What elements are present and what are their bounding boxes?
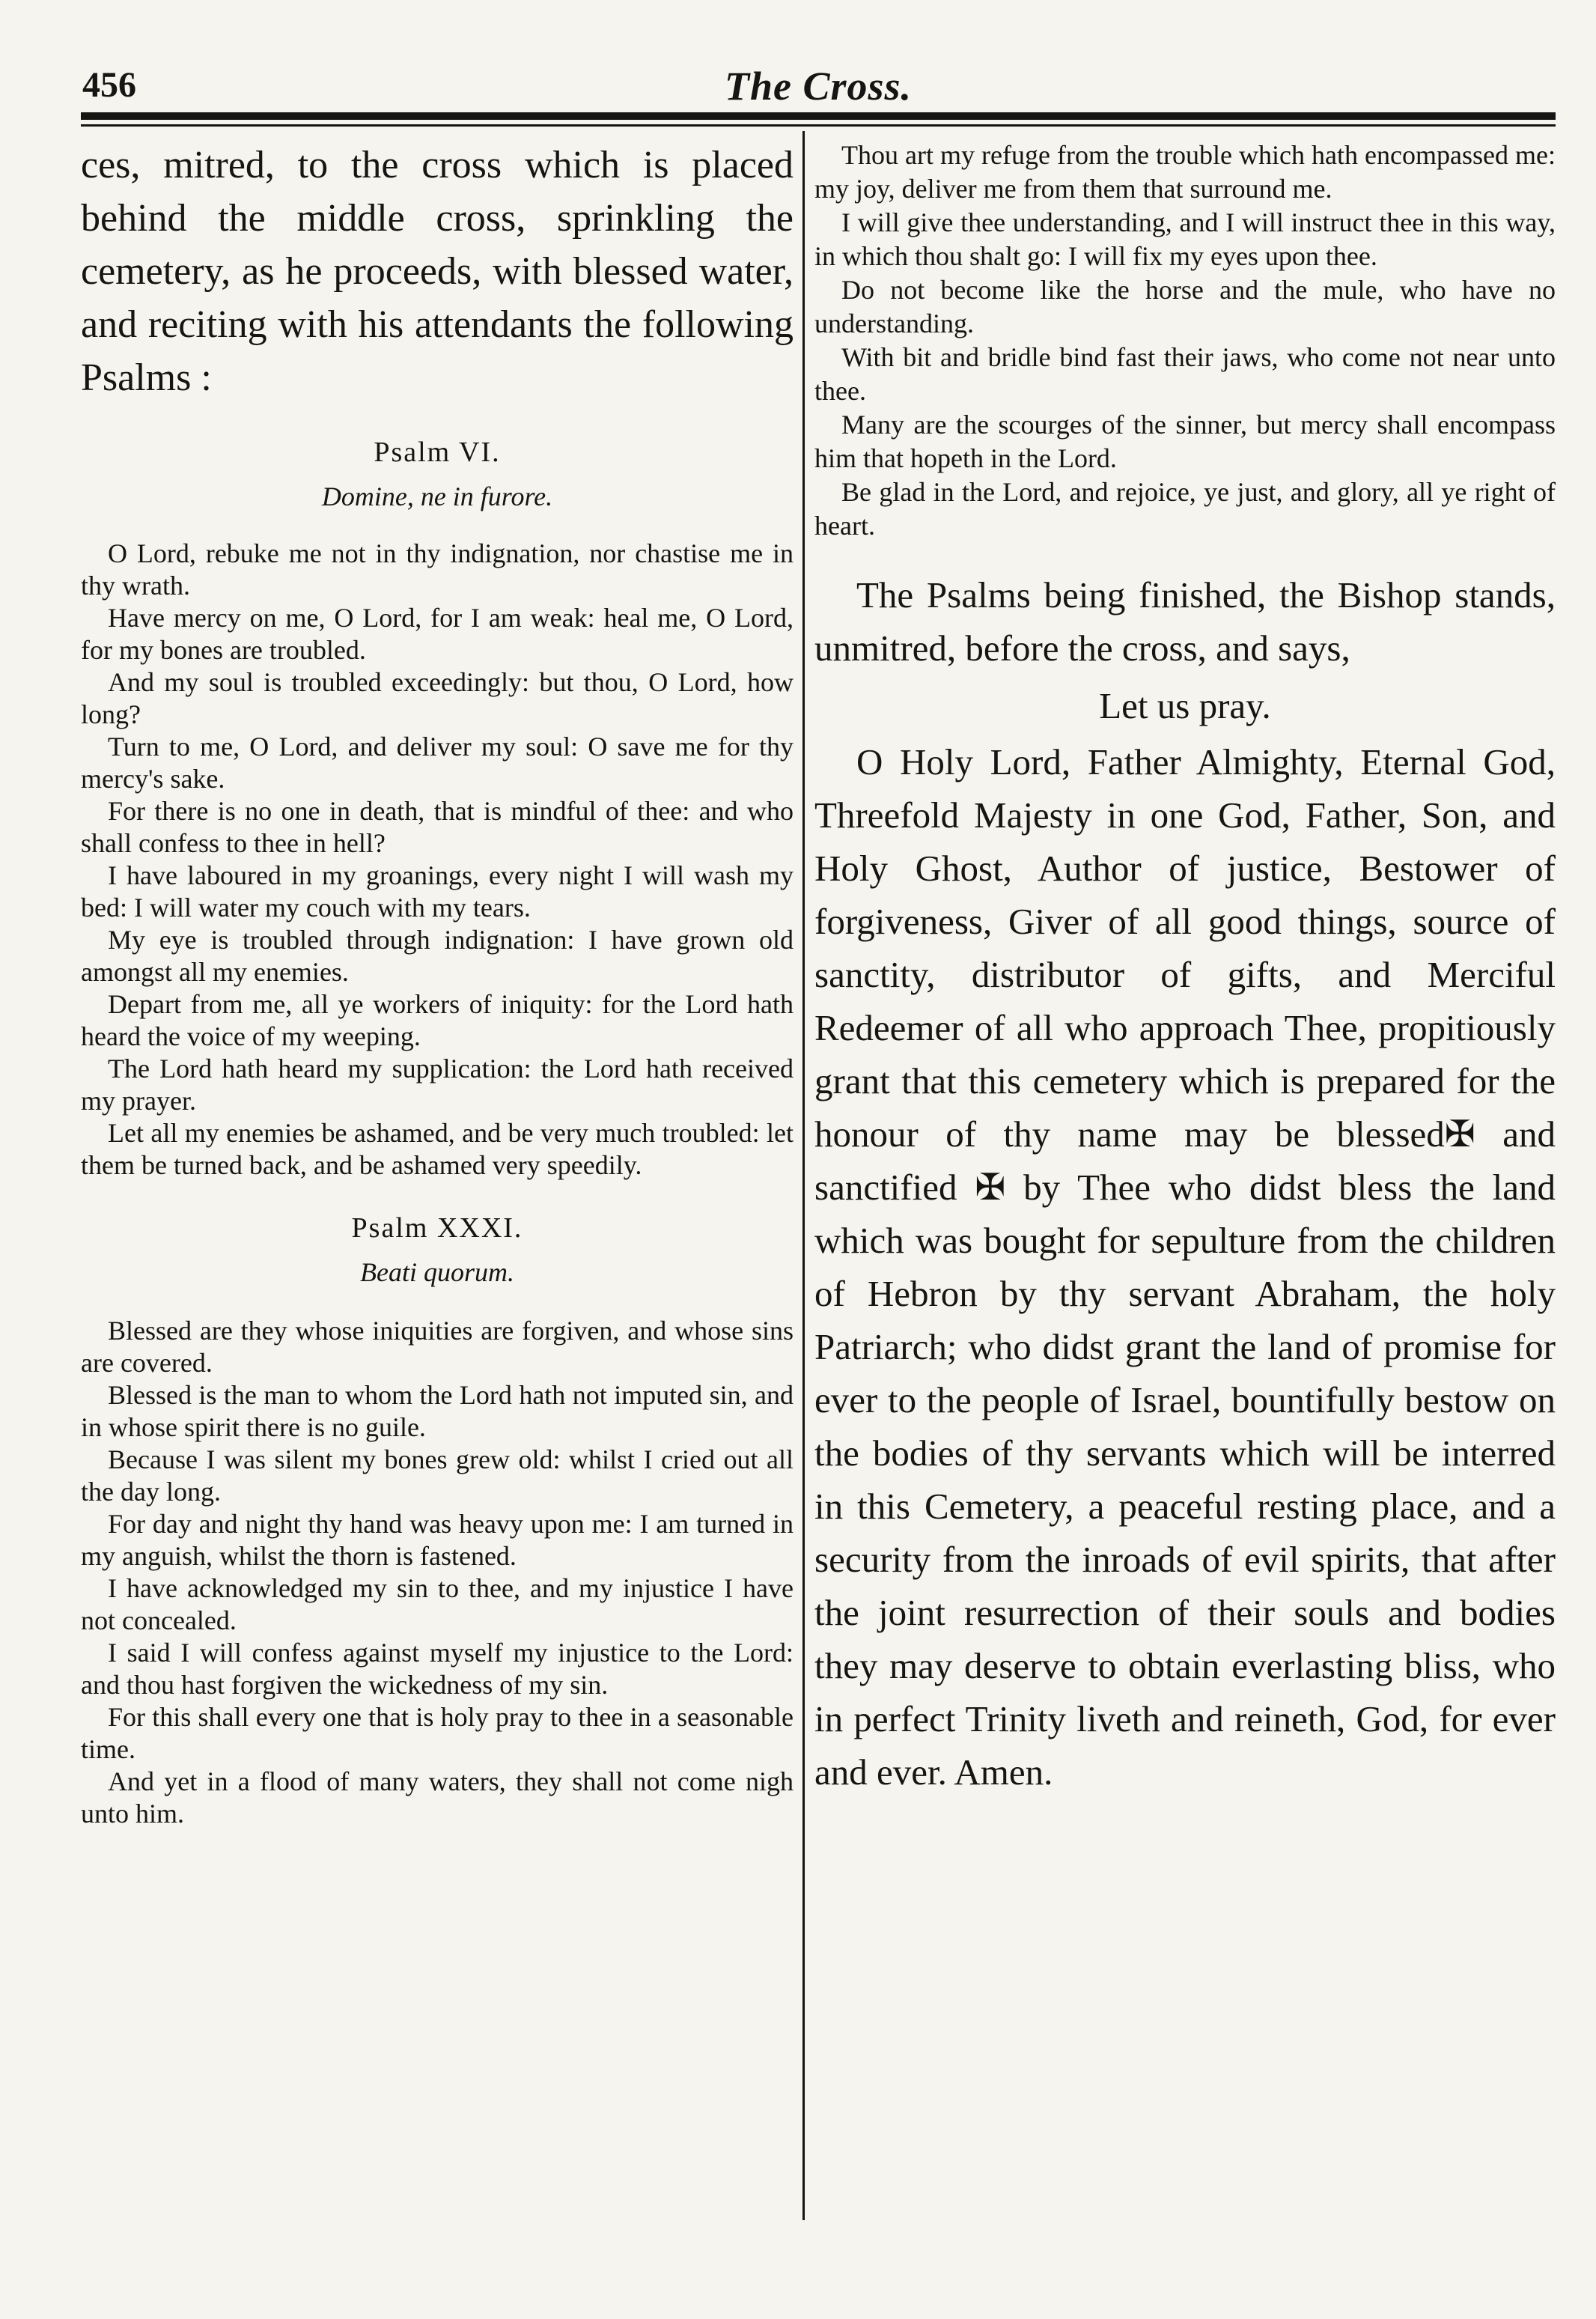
verse: The Lord hath heard my supplication: the Lord hath received my prayer. bbox=[81, 1054, 794, 1116]
page-number: 456 bbox=[82, 65, 136, 105]
verse: With bit and bridle bind fast their jaws, who come not near unto thee. bbox=[814, 342, 1556, 406]
verse: Because I was silent my bones grew old: whilst I cried out all the day long. bbox=[81, 1444, 794, 1507]
verse: I said I will confess against myself my injustice to the Lord: and thou hast forgiven the wickedness of my sin. bbox=[81, 1638, 794, 1700]
psalm-6-verses bbox=[81, 538, 794, 1182]
header-rule-thick bbox=[81, 112, 1556, 120]
header-rule-thin bbox=[81, 124, 1556, 127]
psalm-6-title: Psalm VI. bbox=[374, 437, 501, 468]
verse: Blessed are they whose iniquities are forgiven, and whose sins are covered. bbox=[81, 1316, 794, 1378]
verse: I have acknowledged my sin to thee, and my injustice I have not concealed. bbox=[81, 1573, 794, 1635]
page-header bbox=[81, 60, 1556, 120]
verse: And yet in a flood of many waters, they shall not come nigh unto him. bbox=[81, 1766, 794, 1829]
pray-heading: Let us pray. bbox=[1099, 685, 1271, 726]
verse: For there is no one in death, that is mindful of thee: and who shall confess to thee in hell? bbox=[81, 796, 794, 858]
psalm-31-subtitle: Beati quorum. bbox=[360, 1257, 514, 1287]
right-column bbox=[814, 139, 1556, 1799]
verse: For day and night thy hand was heavy upon me: I am turned in my anguish, whilst the thorn is fastened. bbox=[81, 1509, 794, 1571]
psalm-31-verses bbox=[81, 1315, 794, 1830]
running-title: The Cross. bbox=[724, 64, 913, 109]
verse: For this shall every one that is holy pray to thee in a seasonable time. bbox=[81, 1702, 794, 1764]
verse: I will give thee understanding, and I will instruct thee in this way, in which thou shalt go: I will fix my eyes upon thee. bbox=[814, 207, 1556, 271]
verse: O Lord, rebuke me not in thy indignation, nor chastise me in thy wrath. bbox=[81, 538, 794, 601]
verse: Blessed is the man to whom the Lord hath not imputed sin, and in whose spirit there is no guile. bbox=[81, 1380, 794, 1442]
verse: Turn to me, O Lord, and deliver my soul: O save me for thy mercy's sake. bbox=[81, 732, 794, 794]
psalm-31-title: Psalm XXXI. bbox=[351, 1212, 523, 1244]
verse: Do not become like the horse and the mule, who have no understanding. bbox=[814, 275, 1556, 338]
psalm-31-verses-continued bbox=[814, 139, 1556, 543]
verse: Let all my enemies be ashamed, and be very much troubled: let them be turned back, and be ashamed very speedily. bbox=[81, 1118, 794, 1180]
column-divider bbox=[802, 131, 805, 2220]
prayer-paragraph: O Holy Lord, Father Almighty, Eternal God, Threefold Majesty in one God, Father, Son, and Holy Ghost, Author of justice, Bestower of forgiveness, Giver of all good things, source of sanctity, distributor of gifts, and Merciful Redeemer of all who approach Thee, propitiously grant that this cemetery which is prepared for the honour of thy name may be blessed✠ and sanctified ✠ by Thee who didst bless the land which was bought for sepulture from the children of Hebron by thy servant Abraham, the holy Patriarch; who didst grant the land of promise for ever to the people of Israel, bountifully bestow on the bodies of thy servants which will be interred in this Cemetery, a peaceful resting place, and a security from the inroads of evil spirits, that after the joint resurrection of their souls and bodies they may deserve to obtain everlasting bliss, who in perfect Trinity liveth and reineth, God, for ever and ever. Amen. bbox=[814, 741, 1556, 1793]
verse: I have laboured in my groanings, every night I will wash my bed: I will water my couch with my tears. bbox=[81, 860, 794, 923]
verse: And my soul is troubled exceedingly: but thou, O Lord, how long? bbox=[81, 667, 794, 729]
verse: Thou art my refuge from the trouble which hath encompassed me: my joy, deliver me from them that surround me. bbox=[814, 140, 1556, 204]
verse: Have mercy on me, O Lord, for I am weak: heal me, O Lord, for my bones are troubled. bbox=[81, 603, 794, 665]
rubric-paragraph: The Psalms being finished, the Bishop stands, unmitred, before the cross, and says, bbox=[814, 574, 1556, 669]
verse: Depart from me, all ye workers of iniquity: for the Lord hath heard the voice of my weeping. bbox=[81, 989, 794, 1051]
verse: My eye is troubled through indignation: I have grown old amongst all my enemies. bbox=[81, 925, 794, 987]
lead-paragraph: ces, mitred, to the cross which is placed behind the middle cross, sprinkling the cemetery, as he proceeds, with blessed water, and reciting with his attendants the following Psalms : bbox=[81, 144, 794, 399]
left-column bbox=[81, 139, 794, 1830]
verse: Many are the scourges of the sinner, but mercy shall encompass him that hopeth in the Lord. bbox=[814, 410, 1556, 473]
psalm-6-subtitle: Domine, ne in furore. bbox=[321, 481, 553, 511]
verse: Be glad in the Lord, and rejoice, ye just, and glory, all ye right of heart. bbox=[814, 477, 1556, 541]
